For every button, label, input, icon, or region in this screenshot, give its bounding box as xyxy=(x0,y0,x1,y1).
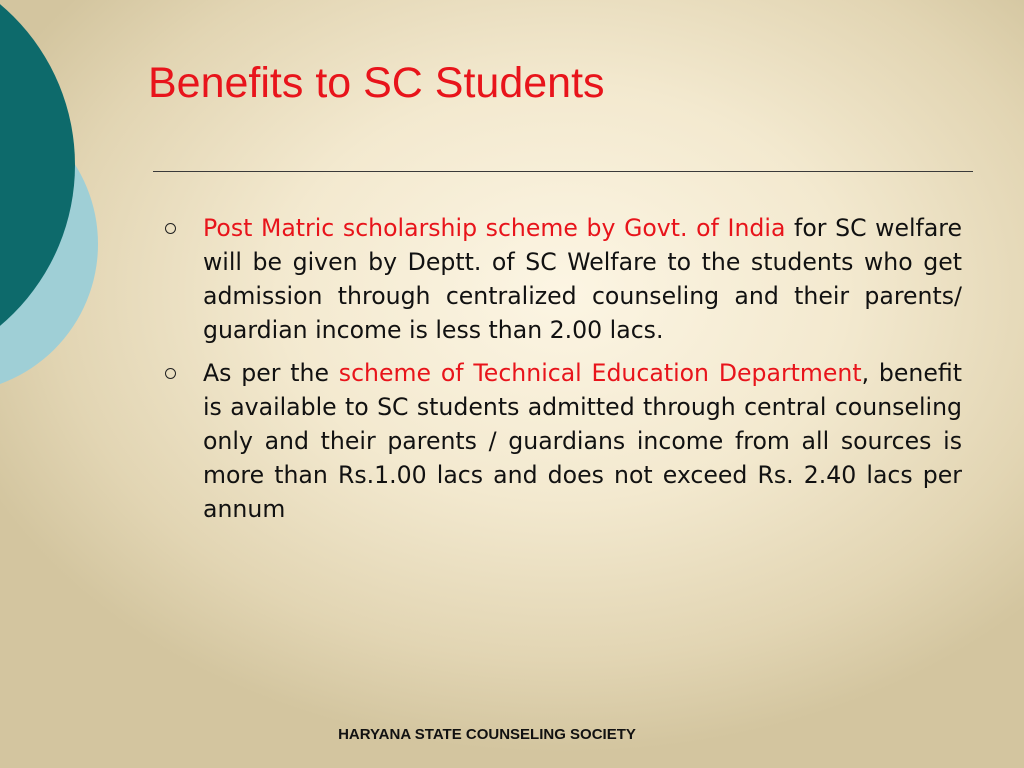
bullet-list xyxy=(160,211,962,535)
bullet-body-text: , benefit is available to SC students admitted through central counseling only and their parents / guardians income from all sources is more than Rs.1.00 lacs and does not exceed Rs. 2.40 lacs per annum xyxy=(203,359,962,523)
title-divider xyxy=(153,171,973,172)
footer-organization: HARYANA STATE COUNSELING SOCIETY xyxy=(338,726,636,743)
bullet-item-technical-education xyxy=(160,356,962,526)
bullet-highlight-text: Post Matric scholarship scheme by Govt. of India xyxy=(203,214,786,242)
bullet-item-scholarship xyxy=(160,211,962,347)
bullet-body-text: for SC welfare will be given by Deptt. of SC Welfare to the students who get admission through centralized counseling and their parents/ guardian income is less than 2.00 lacs. xyxy=(203,214,962,344)
hollow-circle-bullet-icon xyxy=(165,368,176,379)
hollow-circle-bullet-icon xyxy=(165,223,176,234)
slide-title: Benefits to SC Students xyxy=(148,59,605,107)
bullet-lead-text: As per the xyxy=(203,359,339,387)
bullet-highlight-text: scheme of Technical Education Department xyxy=(338,359,862,387)
